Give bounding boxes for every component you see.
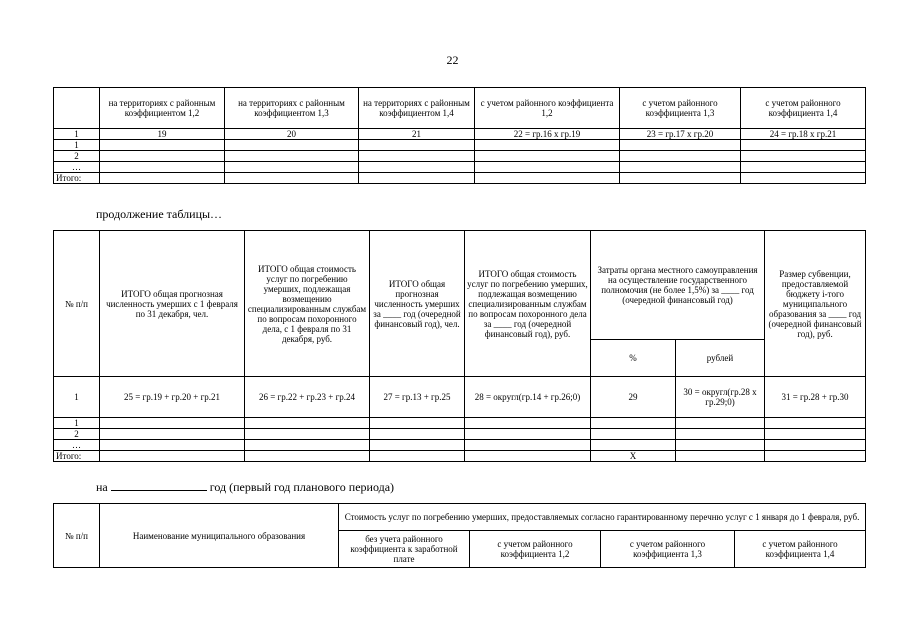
- table-cell: [359, 151, 475, 162]
- table-cell: [245, 418, 370, 429]
- table-row: [54, 151, 866, 162]
- page-number: 22: [446, 53, 459, 67]
- table-cell: 30 = округл(гр.28 х гр.29;0): [676, 377, 765, 418]
- year-blank-line: [111, 480, 207, 491]
- table-cell: [225, 173, 359, 184]
- table-cell: [676, 418, 765, 429]
- table-cell: 1: [54, 418, 100, 429]
- table-cell: [620, 151, 741, 162]
- table-cell: [591, 429, 676, 440]
- table-subvention: [53, 230, 866, 462]
- header-expenses: Затраты органа местного самоуправления на осуществление государственного полномочия (не более 1,5%) за ____ год (очередной финансовый год): [591, 231, 765, 340]
- header-cell: с учетом районного коэффициента 1,4: [735, 531, 866, 568]
- table-header-row: [54, 231, 866, 340]
- table-cell: [741, 162, 866, 173]
- header-cell: с учетом районного коэффициента 1,2: [475, 88, 620, 129]
- table-cell: [245, 429, 370, 440]
- table-row: [54, 440, 866, 451]
- table-cell: 22 = гр.16 х гр.19: [475, 129, 620, 140]
- header-cell: на территориях с районным коэффициентом 1,4: [359, 88, 475, 129]
- table-cell: [475, 162, 620, 173]
- table-cell: [370, 451, 465, 462]
- table-cell: 1: [54, 129, 100, 140]
- table-cell: [676, 429, 765, 440]
- header-cell: [54, 88, 100, 129]
- table-cell: [100, 418, 245, 429]
- table-cell: [620, 162, 741, 173]
- header-cost-group: Стоимость услуг по погребению умерших, предоставляемых согласно гарантированному перечню услуг с 1 января до 1 февраля, руб.: [339, 504, 866, 531]
- table-cell: 1: [54, 377, 100, 418]
- total-percent-cell: X: [591, 451, 676, 462]
- year-caption: [96, 480, 394, 495]
- table-cell: [100, 140, 225, 151]
- table-cell: [100, 162, 225, 173]
- table-cell: [100, 151, 225, 162]
- table-row: [54, 418, 866, 429]
- table-cell: [359, 140, 475, 151]
- table-row: [54, 129, 866, 140]
- table-cell: 24 = гр.18 х гр.21: [741, 129, 866, 140]
- table-cell: 2: [54, 151, 100, 162]
- header-cell: без учета районного коэффициента к заработной плате: [339, 531, 470, 568]
- table-cell: [370, 440, 465, 451]
- table-cell: 19: [100, 129, 225, 140]
- table-cell: [100, 429, 245, 440]
- table-cell: [370, 418, 465, 429]
- table-cell: 1: [54, 140, 100, 151]
- header-percent: %: [591, 340, 676, 377]
- header-cell: с учетом районного коэффициента 1,2: [470, 531, 601, 568]
- table-cell: 27 = гр.13 + гр.25: [370, 377, 465, 418]
- table-cell: 26 = гр.22 + гр.23 + гр.24: [245, 377, 370, 418]
- table-cell: [620, 173, 741, 184]
- total-label: Итого:: [54, 173, 100, 184]
- table-cell: …: [54, 162, 100, 173]
- header-num: № п/п: [54, 504, 100, 568]
- formula-row: [54, 377, 866, 418]
- table-cell: 23 = гр.17 х гр.20: [620, 129, 741, 140]
- table-cell: …: [54, 440, 100, 451]
- header-cell: на территориях с районным коэффициентом 1,2: [100, 88, 225, 129]
- table-cell: [591, 440, 676, 451]
- table-cell: [475, 151, 620, 162]
- table-continuation-caption: продолжение таблицы…: [96, 207, 223, 221]
- table-cell: [465, 429, 591, 440]
- table-cell: [676, 451, 765, 462]
- table-cell: [465, 440, 591, 451]
- table-cell: [475, 173, 620, 184]
- table-cell: [591, 418, 676, 429]
- table-coefficients: [53, 87, 866, 184]
- table-cell: [370, 429, 465, 440]
- header-total-cost-year: ИТОГО общая стоимость услуг по погребению умерших, подлежащая возмещению специализированным службам по вопросам похоронного дела за ____ год (очередной финансовый год), руб.: [465, 231, 591, 377]
- header-cell: с учетом районного коэффициента 1,3: [601, 531, 735, 568]
- table-cell: [465, 451, 591, 462]
- header-cell: с учетом районного коэффициента 1,3: [620, 88, 741, 129]
- table-cell: [225, 140, 359, 151]
- table-cell: [100, 451, 245, 462]
- total-label: Итого:: [54, 451, 100, 462]
- table-cell: [100, 440, 245, 451]
- table-header-row: [54, 504, 866, 531]
- table-cell: [225, 162, 359, 173]
- table-header-row: [54, 88, 866, 129]
- table-cell: 21: [359, 129, 475, 140]
- table-cell: [100, 173, 225, 184]
- table-row: [54, 140, 866, 151]
- table-cell: [676, 440, 765, 451]
- table-cell: [765, 451, 866, 462]
- table-row: [54, 162, 866, 173]
- header-forecast-year: ИТОГО общая прогнозная численность умерших за ____ год (очередной финансовый год), чел.: [370, 231, 465, 377]
- table-cell: 29: [591, 377, 676, 418]
- header-forecast-deaths: ИТОГО общая прогнозная численность умерших с 1 февраля по 31 декабря, чел.: [100, 231, 245, 377]
- year-caption-prefix: на: [96, 480, 108, 494]
- table-cell: 2: [54, 429, 100, 440]
- table-cell: [245, 440, 370, 451]
- table-cell: [245, 451, 370, 462]
- table-burial-cost: [53, 503, 866, 568]
- header-municipality-name: Наименование муниципального образования: [100, 504, 339, 568]
- table-cell: [359, 173, 475, 184]
- table-cell: [741, 151, 866, 162]
- table-row: [54, 429, 866, 440]
- table-cell: 28 = округл(гр.14 + гр.26;0): [465, 377, 591, 418]
- header-subvention: Размер субвенции, предоставляемой бюджету i-того муниципального образования за ____ год (очередной финансовый год), руб.: [765, 231, 866, 377]
- table-cell: [741, 173, 866, 184]
- table-cell: [620, 140, 741, 151]
- table-cell: [741, 140, 866, 151]
- header-cell: на территориях с районным коэффициентом 1,3: [225, 88, 359, 129]
- table-cell: 25 = гр.19 + гр.20 + гр.21: [100, 377, 245, 418]
- table-cell: [225, 151, 359, 162]
- header-num: № п/п: [54, 231, 100, 377]
- table-cell: [465, 418, 591, 429]
- year-caption-suffix: год (первый год планового периода): [209, 480, 395, 494]
- table-cell: [765, 418, 866, 429]
- table-cell: [359, 162, 475, 173]
- table-cell: [475, 140, 620, 151]
- header-total-cost: ИТОГО общая стоимость услуг по погребению умерших, подлежащая возмещению специализированным службам по вопросам похоронного дела, с 1 февраля по 31 декабря, руб.: [245, 231, 370, 377]
- table-cell: [765, 440, 866, 451]
- header-rubles: рублей: [676, 340, 765, 377]
- table-cell: 31 = гр.28 + гр.30: [765, 377, 866, 418]
- header-cell: с учетом районного коэффициента 1,4: [741, 88, 866, 129]
- table-cell: [765, 429, 866, 440]
- table-total-row: [54, 451, 866, 462]
- table-cell: 20: [225, 129, 359, 140]
- table-total-row: [54, 173, 866, 184]
